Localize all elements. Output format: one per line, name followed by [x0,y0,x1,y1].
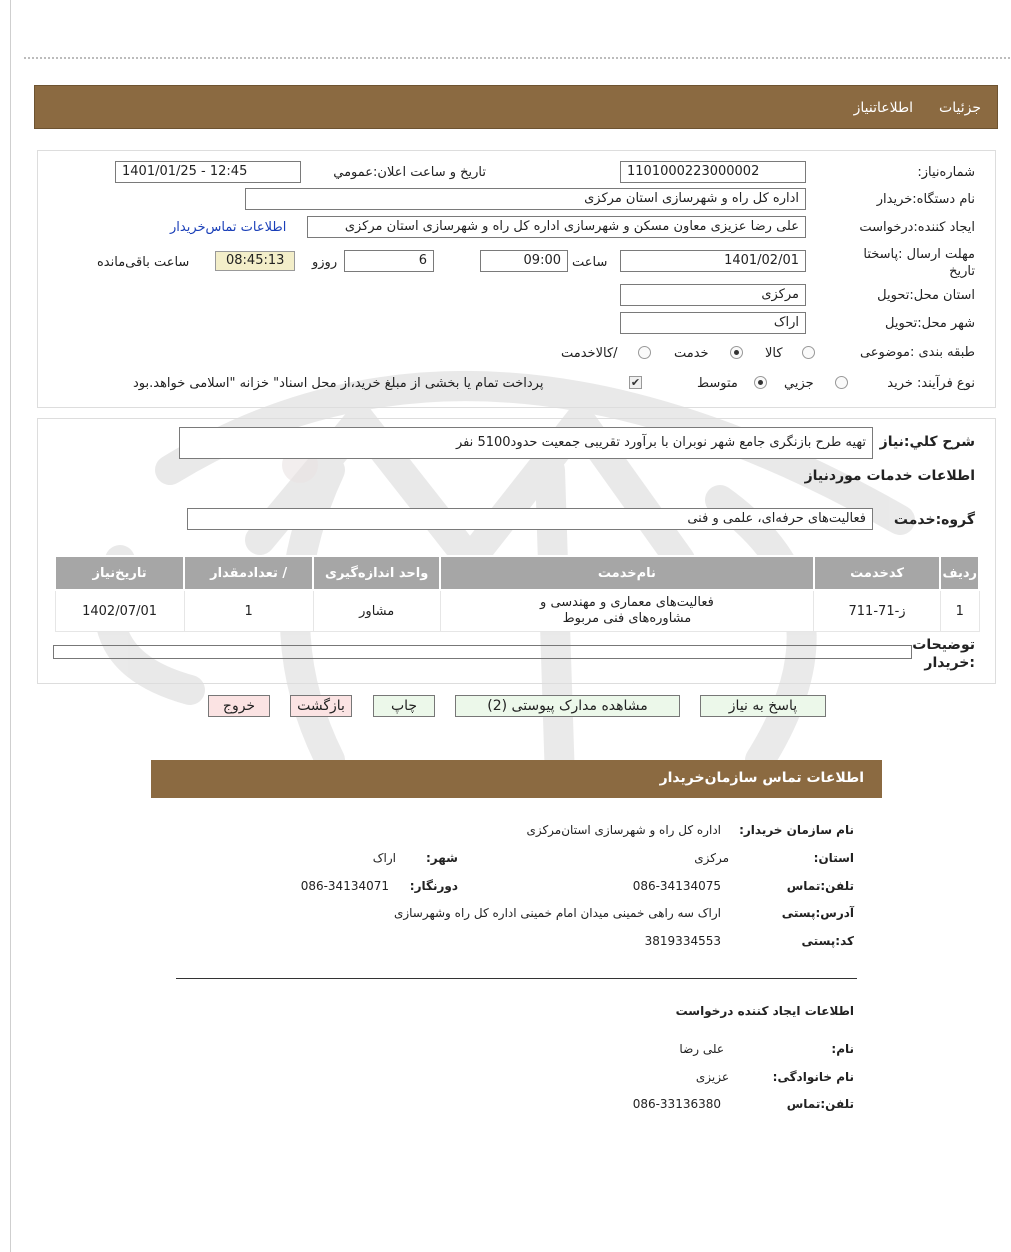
category-option-goods-service: /کالاخدمت [561,346,618,361]
col-service-name: نام‌خدمت [440,556,813,590]
address-label: آدرس:پستی [781,906,854,920]
deadline-label: مهلت ارسال :پاسختا تاریخ [863,247,975,279]
city-field: اراک [620,312,806,334]
announce-field: 1401/01/25 - 12:45 [115,161,301,183]
creator-name-value: علی رضا [679,1042,724,1056]
contact-province-value: مرکزی [694,851,729,865]
need-number-label: شماره‌نیاز: [917,165,975,180]
cell-quantity: 1 [184,590,313,632]
col-service-code: کدخدمت [814,556,941,590]
time-label: ساعت [572,255,608,270]
cell-row: 1 [940,590,979,632]
left-border-line [10,0,11,1252]
services-section-title: اطلاعات خدمات موردنیاز [804,468,975,484]
creator-family-label: نام خانوادگی: [772,1070,854,1084]
buyer-notes-field [53,645,912,659]
tab-need-info[interactable]: اطلاعاتنیاز [853,100,913,116]
address-value: اراک سه راهی خمینی میدان امام خمینی اداره کل راه وشهرسازی [393,906,721,920]
cell-service-name: فعالیت‌های معماری و مهندسی و مشاوره‌های فنی مربوط [440,590,813,632]
process-option-medium: متوسط [697,376,738,391]
col-row: ردیف [940,556,979,590]
fax-value: 086-34134071 [300,879,389,893]
dotted-separator [24,57,1010,59]
services-table [54,555,980,632]
days-field: 6 [344,250,434,272]
phone-value: 086-34134075 [632,879,721,893]
creator-phone-label: تلفن:تماس [786,1097,854,1111]
category-option-goods: کالا [765,346,783,361]
creator-family-value: عزیزی [695,1070,729,1084]
category-radio-goods[interactable] [802,346,815,359]
print-button[interactable]: چاپ [373,695,435,717]
cell-need-date: 1402/07/01 [55,590,184,632]
deadline-time-field: 09:00 [480,250,568,272]
fax-label: دورنگار: [409,879,458,893]
cell-service-code: ز-71-711 [814,590,941,632]
deadline-date-field: 1401/02/01 [620,250,806,272]
process-option-minor: جزیي [784,376,814,391]
category-option-service: خدمت [674,346,709,361]
creator-name-label: نام: [831,1042,854,1056]
province-label: استان محل:تحویل [877,288,975,303]
buyer-org-field: اداره کل راه و شهرسازی استان مرکزی [245,188,806,210]
summary-label: شرح کلي:نیاز [879,434,975,450]
phone-label: تلفن:تماس [786,879,854,893]
details-header-bar [34,85,998,129]
exit-button[interactable]: خروج [208,695,270,717]
group-field: فعالیت‌های حرفه‌ای، علمی و فنی [187,508,873,530]
province-field: مرکزی [620,284,806,306]
remaining-label: ساعت باقی‌مانده [97,255,190,270]
announce-label: تاریخ و ساعت اعلان:عمومي [333,165,486,180]
city-label: شهر محل:تحویل [885,316,975,331]
creator-info-title: اطلاعات ایجاد کننده درخواست [675,1004,854,1018]
services-table-header-row [55,556,979,590]
contact-city-value: اراک [372,851,396,865]
buyer-contact-title: اطلاعات تماس سازمان‌خریدار [659,770,864,786]
contact-city-label: شهر: [426,851,458,865]
creator-phone-value: 086-33136380 [632,1097,721,1111]
buyer-contact-header-bar [151,760,882,798]
payment-checkbox[interactable]: ✔ [630,376,641,389]
postal-value: 3819334553 [644,934,721,948]
org-label: نام سازمان خریدار: [739,823,854,837]
process-radio-medium[interactable] [754,376,767,389]
postal-label: کد:پستی [801,934,854,948]
creator-field: علی رضا عزیزی معاون مسکن و شهرسازی اداره کل راه و شهرسازی استان مرکزی [307,216,806,238]
section-divider [176,978,857,979]
remaining-time-counter: 08:45:13 [215,251,295,271]
process-label: نوع فرآیند: خرید [887,376,975,391]
table-row [55,590,979,632]
buyer-notes-label: توضیحات :خریدار [912,637,975,671]
col-quantity: / تعدادمقدار [184,556,313,590]
back-button[interactable]: بازگشت [290,695,352,717]
col-unit: واحد اندازه‌گیری [313,556,440,590]
summary-field: تهیه طرح بازنگری جامع شهر نوبران با برآورد تقریبی جمعیت حدود5100 نفر [179,427,873,459]
creator-label: ایجاد کننده:درخواست [859,220,975,235]
need-number-field: 1101000223000002 [620,161,806,183]
buyer-contact-link[interactable]: اطلاعات تماس‌خریدار [170,220,287,235]
tab-details[interactable]: جزئیات [939,100,981,116]
attachments-button[interactable]: مشاهده مدارک پیوستی (2) [455,695,680,717]
col-need-date: تاریخ‌نیاز [55,556,184,590]
days-label: روزو [312,255,338,270]
group-label: گروه:خدمت [893,512,975,528]
org-value: اداره کل راه و شهرسازی استان‌مرکزی [526,823,721,837]
contact-province-label: استان: [813,851,854,865]
category-radio-goods-service[interactable] [638,346,651,359]
buyer-org-label: نام دستگاه:خریدار [876,192,975,207]
payment-note: پرداخت تمام یا بخشی از مبلغ خرید،از محل اسناد" خزانه "اسلامی خواهد.بود [133,376,544,391]
process-radio-minor[interactable] [835,376,848,389]
respond-button[interactable]: پاسخ به نیاز [700,695,826,717]
category-label: طبقه بندی :موضوعی [859,345,975,360]
cell-unit: مشاور [313,590,440,632]
category-radio-service[interactable] [730,346,743,359]
